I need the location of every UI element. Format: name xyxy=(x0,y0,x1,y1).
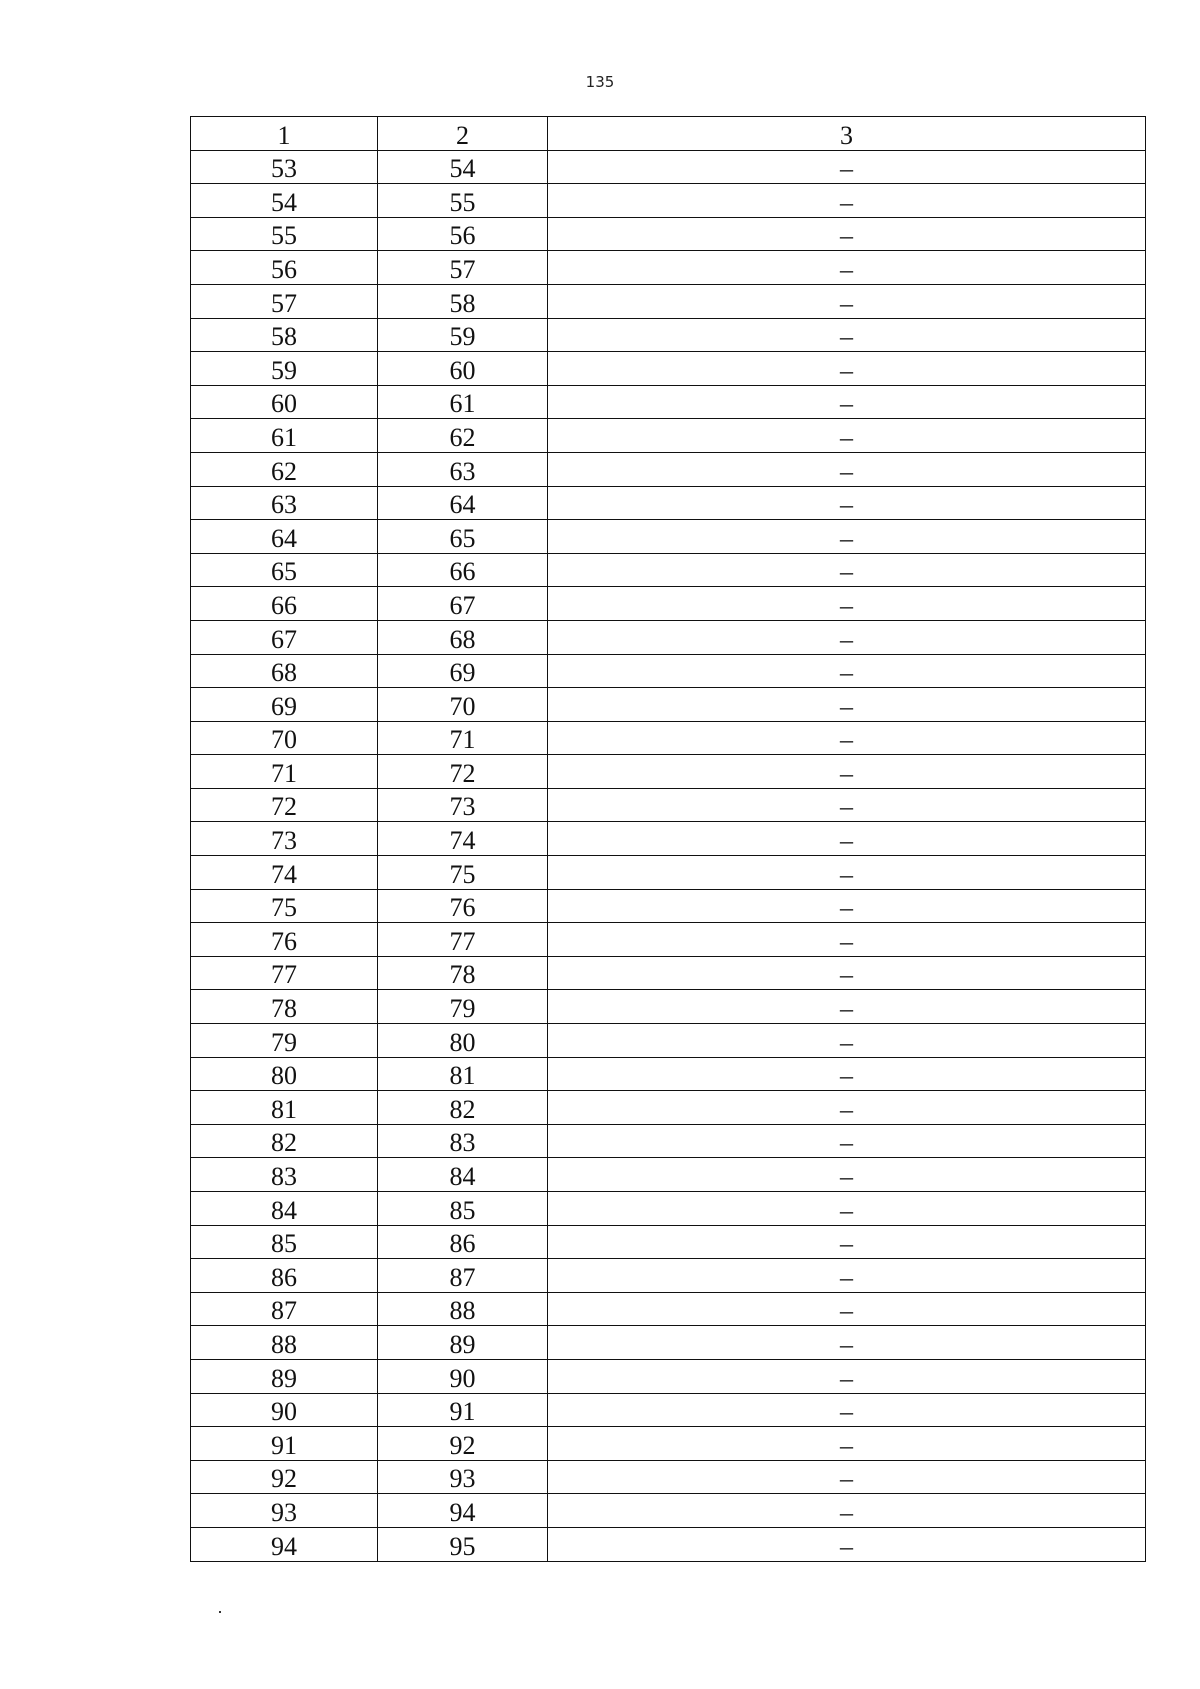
table-cell-col-3: – xyxy=(548,923,1146,957)
table-cell-col-3: – xyxy=(548,1024,1146,1058)
table-cell-col-3: – xyxy=(548,1326,1146,1360)
table-cell-col-2: 65 xyxy=(378,520,548,554)
table-cell-col-1: 80 xyxy=(191,1057,378,1091)
table-cell-col-2: 59 xyxy=(378,318,548,352)
table-cell-col-3: – xyxy=(548,1192,1146,1226)
table-cell-col-2: 67 xyxy=(378,587,548,621)
table-cell-col-2: 89 xyxy=(378,1326,548,1360)
table-cell-col-1: 82 xyxy=(191,1124,378,1158)
table-cell-col-3: – xyxy=(548,990,1146,1024)
table-cell-col-3: – xyxy=(548,1225,1146,1259)
table-cell-col-2: 85 xyxy=(378,1192,548,1226)
table-cell-col-2: 55 xyxy=(378,184,548,218)
table-row xyxy=(191,520,1146,554)
table-row xyxy=(191,856,1146,890)
table-cell-col-3: – xyxy=(548,956,1146,990)
table-cell-col-1: 71 xyxy=(191,755,378,789)
table-cell-col-1: 84 xyxy=(191,1192,378,1226)
table-row xyxy=(191,486,1146,520)
table-row xyxy=(191,1024,1146,1058)
table-cell-col-2: 61 xyxy=(378,385,548,419)
table-cell-col-3: – xyxy=(548,184,1146,218)
table-row xyxy=(191,251,1146,285)
table-cell-col-3: – xyxy=(548,788,1146,822)
table-cell-col-1: 53 xyxy=(191,150,378,184)
table-cell-col-3: – xyxy=(548,318,1146,352)
table-cell-col-1: 66 xyxy=(191,587,378,621)
table-cell-col-1: 94 xyxy=(191,1527,378,1561)
table-cell-col-3: – xyxy=(548,1259,1146,1293)
table-cell-col-2: 62 xyxy=(378,419,548,453)
table-cell-col-3: – xyxy=(548,1124,1146,1158)
table-row xyxy=(191,923,1146,957)
table-row xyxy=(191,352,1146,386)
table-header-row xyxy=(191,117,1146,151)
table-row xyxy=(191,217,1146,251)
table-row xyxy=(191,755,1146,789)
table-cell-col-2: 81 xyxy=(378,1057,548,1091)
table-row xyxy=(191,1393,1146,1427)
table-cell-col-2: 92 xyxy=(378,1427,548,1461)
table-cell-col-3: – xyxy=(548,755,1146,789)
table-cell-col-2: 69 xyxy=(378,654,548,688)
table-cell-col-1: 78 xyxy=(191,990,378,1024)
data-table xyxy=(190,116,1146,1562)
table-cell-col-3: – xyxy=(548,284,1146,318)
table-cell-col-3: – xyxy=(548,587,1146,621)
table-cell-col-3: – xyxy=(548,688,1146,722)
table-cell-col-3: – xyxy=(548,1494,1146,1528)
table-row xyxy=(191,452,1146,486)
table-cell-col-2: 66 xyxy=(378,553,548,587)
table-cell-col-2: 70 xyxy=(378,688,548,722)
table-cell-col-2: 79 xyxy=(378,990,548,1024)
table-cell-col-2: 68 xyxy=(378,620,548,654)
table-row xyxy=(191,1192,1146,1226)
table-row xyxy=(191,889,1146,923)
table-cell-col-1: 61 xyxy=(191,419,378,453)
table-row xyxy=(191,721,1146,755)
table-cell-col-3: – xyxy=(548,856,1146,890)
table-cell-col-1: 73 xyxy=(191,822,378,856)
table-cell-col-2: 86 xyxy=(378,1225,548,1259)
page-number: 135 xyxy=(585,73,615,91)
table-cell-col-1: 77 xyxy=(191,956,378,990)
table-cell-col-1: 64 xyxy=(191,520,378,554)
table-cell-col-2: 78 xyxy=(378,956,548,990)
table-cell-col-2: 75 xyxy=(378,856,548,890)
table-cell-col-2: 94 xyxy=(378,1494,548,1528)
stray-dot xyxy=(219,1611,221,1613)
table-row xyxy=(191,1091,1146,1125)
table-cell-col-3: – xyxy=(548,1158,1146,1192)
table-row xyxy=(191,1259,1146,1293)
table-row xyxy=(191,587,1146,621)
table-cell-col-1: 88 xyxy=(191,1326,378,1360)
table-row xyxy=(191,1225,1146,1259)
table-cell-col-1: 81 xyxy=(191,1091,378,1125)
table-row xyxy=(191,620,1146,654)
table-cell-col-3: – xyxy=(548,1359,1146,1393)
table-cell-col-2: 88 xyxy=(378,1292,548,1326)
table-cell-col-1: 86 xyxy=(191,1259,378,1293)
table-cell-col-3: – xyxy=(548,1057,1146,1091)
table-cell-col-1: 60 xyxy=(191,385,378,419)
table-cell-col-3: – xyxy=(548,654,1146,688)
table-cell-col-3: – xyxy=(548,251,1146,285)
table-cell-col-2: 80 xyxy=(378,1024,548,1058)
table-cell-col-3: – xyxy=(548,1091,1146,1125)
table-row xyxy=(191,318,1146,352)
table-row xyxy=(191,1057,1146,1091)
table-cell-col-2: 60 xyxy=(378,352,548,386)
table-cell-col-3: – xyxy=(548,822,1146,856)
table-row xyxy=(191,1158,1146,1192)
table-cell-col-1: 74 xyxy=(191,856,378,890)
table-cell-col-2: 76 xyxy=(378,889,548,923)
table-cell-col-3: – xyxy=(548,553,1146,587)
table-cell-col-1: 91 xyxy=(191,1427,378,1461)
table-cell-col-1: 67 xyxy=(191,620,378,654)
table-cell-col-2: 54 xyxy=(378,150,548,184)
table-row xyxy=(191,788,1146,822)
table-cell-col-3: – xyxy=(548,352,1146,386)
table-row xyxy=(191,1427,1146,1461)
table-cell-col-3: – xyxy=(548,1393,1146,1427)
table-cell-col-2: 58 xyxy=(378,284,548,318)
table-row xyxy=(191,1460,1146,1494)
table-row xyxy=(191,419,1146,453)
table-cell-col-1: 89 xyxy=(191,1359,378,1393)
table-cell-col-2: 95 xyxy=(378,1527,548,1561)
table-cell-col-2: 73 xyxy=(378,788,548,822)
table-cell-col-3: – xyxy=(548,150,1146,184)
table-cell-col-1: 62 xyxy=(191,452,378,486)
table-cell-col-1: 69 xyxy=(191,688,378,722)
table-cell-col-1: 72 xyxy=(191,788,378,822)
table-row xyxy=(191,1326,1146,1360)
table-body xyxy=(191,150,1146,1561)
table-cell-col-3: – xyxy=(548,620,1146,654)
table-row xyxy=(191,150,1146,184)
table-cell-col-2: 90 xyxy=(378,1359,548,1393)
table-row xyxy=(191,385,1146,419)
table-cell-col-2: 64 xyxy=(378,486,548,520)
table-cell-col-1: 79 xyxy=(191,1024,378,1058)
table-cell-col-3: – xyxy=(548,1527,1146,1561)
table-cell-col-3: – xyxy=(548,889,1146,923)
table-cell-col-2: 82 xyxy=(378,1091,548,1125)
table-cell-col-1: 93 xyxy=(191,1494,378,1528)
column-header-1: 1 xyxy=(191,117,378,151)
table-cell-col-1: 92 xyxy=(191,1460,378,1494)
table-cell-col-1: 87 xyxy=(191,1292,378,1326)
table-cell-col-1: 63 xyxy=(191,486,378,520)
table-cell-col-1: 56 xyxy=(191,251,378,285)
column-header-3: 3 xyxy=(548,117,1146,151)
table-cell-col-2: 71 xyxy=(378,721,548,755)
table-row xyxy=(191,956,1146,990)
table-cell-col-1: 59 xyxy=(191,352,378,386)
table-row xyxy=(191,284,1146,318)
table-row xyxy=(191,184,1146,218)
table-row xyxy=(191,688,1146,722)
table-cell-col-3: – xyxy=(548,1292,1146,1326)
table-cell-col-3: – xyxy=(548,721,1146,755)
table-cell-col-2: 91 xyxy=(378,1393,548,1427)
table-cell-col-1: 75 xyxy=(191,889,378,923)
table-cell-col-3: – xyxy=(548,520,1146,554)
table-cell-col-3: – xyxy=(548,217,1146,251)
table-cell-col-1: 68 xyxy=(191,654,378,688)
table-cell-col-1: 70 xyxy=(191,721,378,755)
table-cell-col-1: 55 xyxy=(191,217,378,251)
table-cell-col-3: – xyxy=(548,385,1146,419)
table-cell-col-1: 57 xyxy=(191,284,378,318)
column-header-2: 2 xyxy=(378,117,548,151)
table-row xyxy=(191,1124,1146,1158)
table-cell-col-2: 84 xyxy=(378,1158,548,1192)
table-cell-col-1: 90 xyxy=(191,1393,378,1427)
table-cell-col-1: 65 xyxy=(191,553,378,587)
table-cell-col-2: 63 xyxy=(378,452,548,486)
table-row xyxy=(191,1527,1146,1561)
table-row xyxy=(191,822,1146,856)
table-cell-col-1: 85 xyxy=(191,1225,378,1259)
table-cell-col-1: 54 xyxy=(191,184,378,218)
table-cell-col-3: – xyxy=(548,1460,1146,1494)
table-cell-col-2: 83 xyxy=(378,1124,548,1158)
table-cell-col-1: 76 xyxy=(191,923,378,957)
table-row xyxy=(191,1359,1146,1393)
table-cell-col-2: 87 xyxy=(378,1259,548,1293)
table-cell-col-2: 57 xyxy=(378,251,548,285)
table-cell-col-3: – xyxy=(548,486,1146,520)
table-cell-col-1: 58 xyxy=(191,318,378,352)
table-cell-col-1: 83 xyxy=(191,1158,378,1192)
table-cell-col-3: – xyxy=(548,452,1146,486)
table-cell-col-2: 77 xyxy=(378,923,548,957)
table-cell-col-2: 56 xyxy=(378,217,548,251)
table-row xyxy=(191,654,1146,688)
table-cell-col-3: – xyxy=(548,1427,1146,1461)
table-row xyxy=(191,990,1146,1024)
table-row xyxy=(191,1292,1146,1326)
table-cell-col-2: 93 xyxy=(378,1460,548,1494)
table-cell-col-3: – xyxy=(548,419,1146,453)
table-row xyxy=(191,1494,1146,1528)
table-cell-col-2: 72 xyxy=(378,755,548,789)
table-cell-col-2: 74 xyxy=(378,822,548,856)
table-row xyxy=(191,553,1146,587)
